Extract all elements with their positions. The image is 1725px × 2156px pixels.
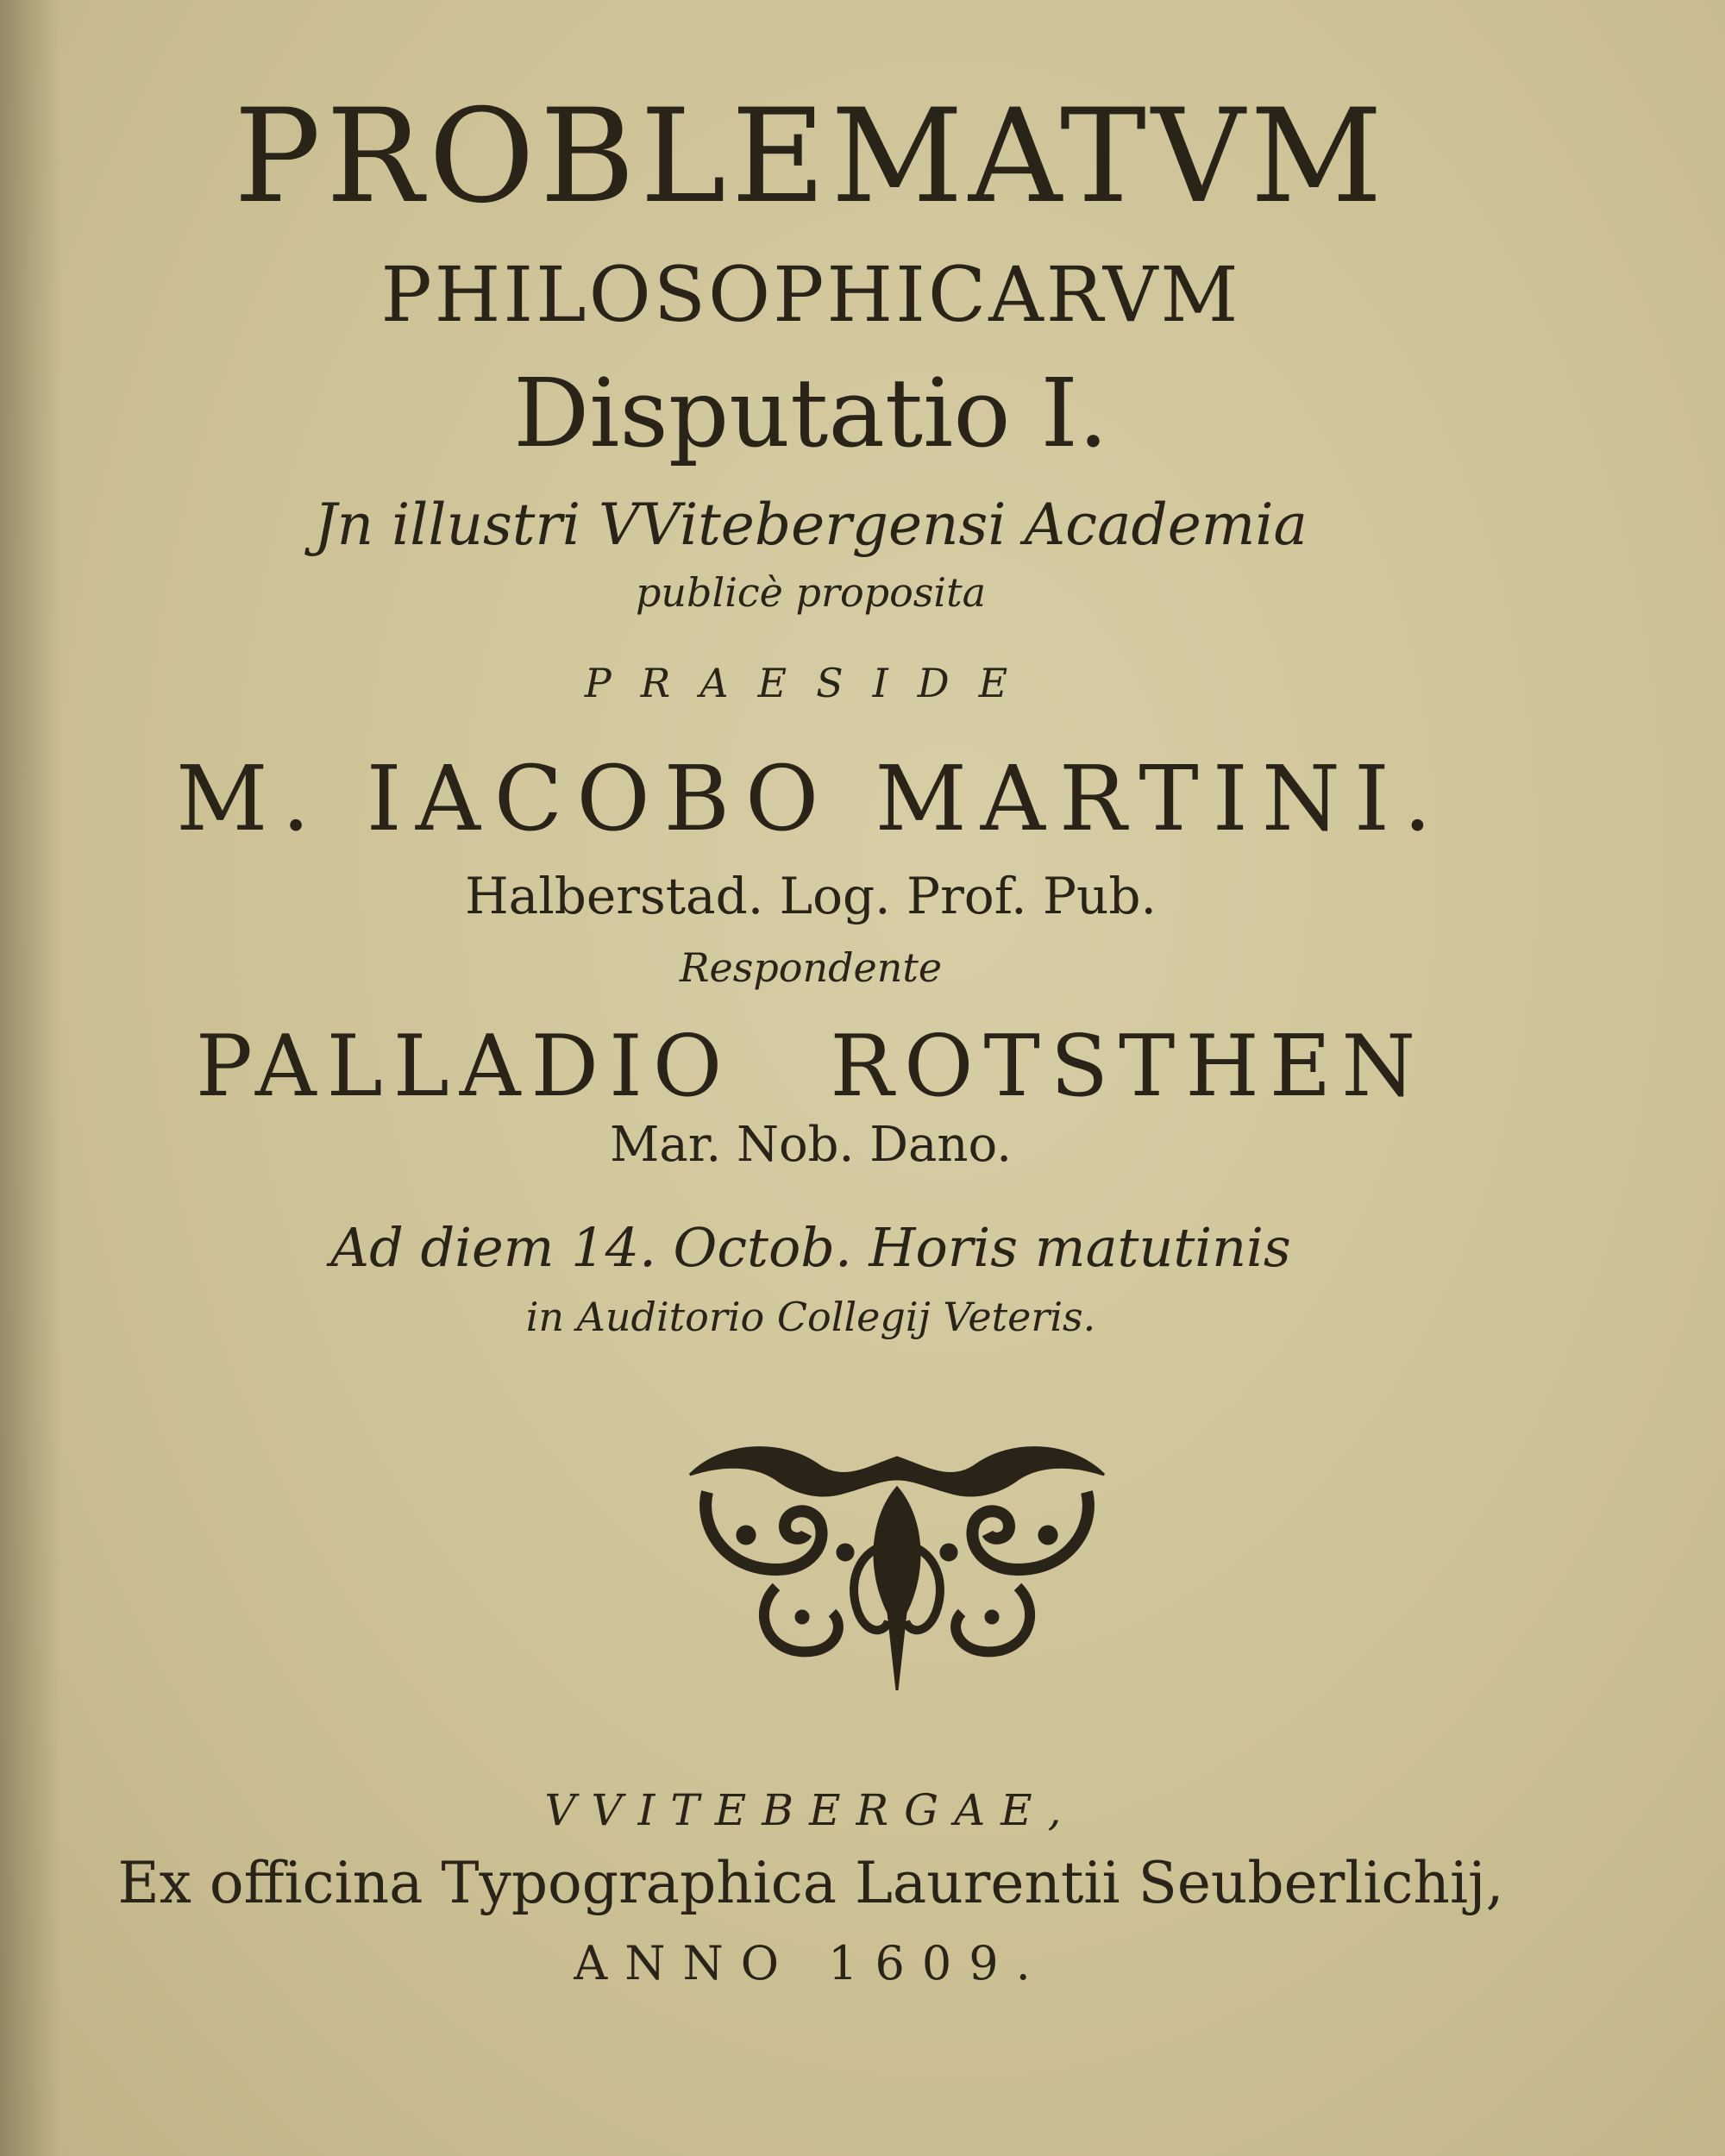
respondente-label: Respondente: [679, 944, 943, 991]
imprint-year: ANNO 1609.: [574, 1936, 1048, 1990]
imprint-printer: Ex officina Typographica Laurentii Seuberlichij,: [117, 1850, 1504, 1916]
praeses-name: M. IACOBO MARTINI.: [176, 746, 1446, 851]
title-line-problematum: PROBLEMATVM: [234, 82, 1388, 232]
title-line-disputatio: Disputatio I.: [513, 358, 1108, 468]
subtitle-proposita: publicè proposita: [635, 569, 987, 616]
respondent-origin: Mar. Nob. Dano.: [610, 1117, 1012, 1173]
title-line-philosophicarum: PHILOSOPHICARVM: [380, 250, 1241, 339]
praeses-title: Halberstad. Log. Prof. Pub.: [465, 867, 1157, 925]
fleuron-ornament-icon: [673, 1440, 1121, 1690]
imprint-city: VVITEBERGAE,: [544, 1785, 1077, 1835]
praeside-label: PRAESIDE: [584, 660, 1038, 706]
disputation-place: in Auditorio Collegij Veteris.: [525, 1294, 1096, 1340]
disputation-date: Ad diem 14. Octob. Horis matutinis: [330, 1216, 1291, 1279]
respondent-name: PALLADIO ROTSTHEN: [195, 1018, 1427, 1116]
subtitle-academia: Jn illustri VVitebergensi Academia: [314, 492, 1308, 558]
